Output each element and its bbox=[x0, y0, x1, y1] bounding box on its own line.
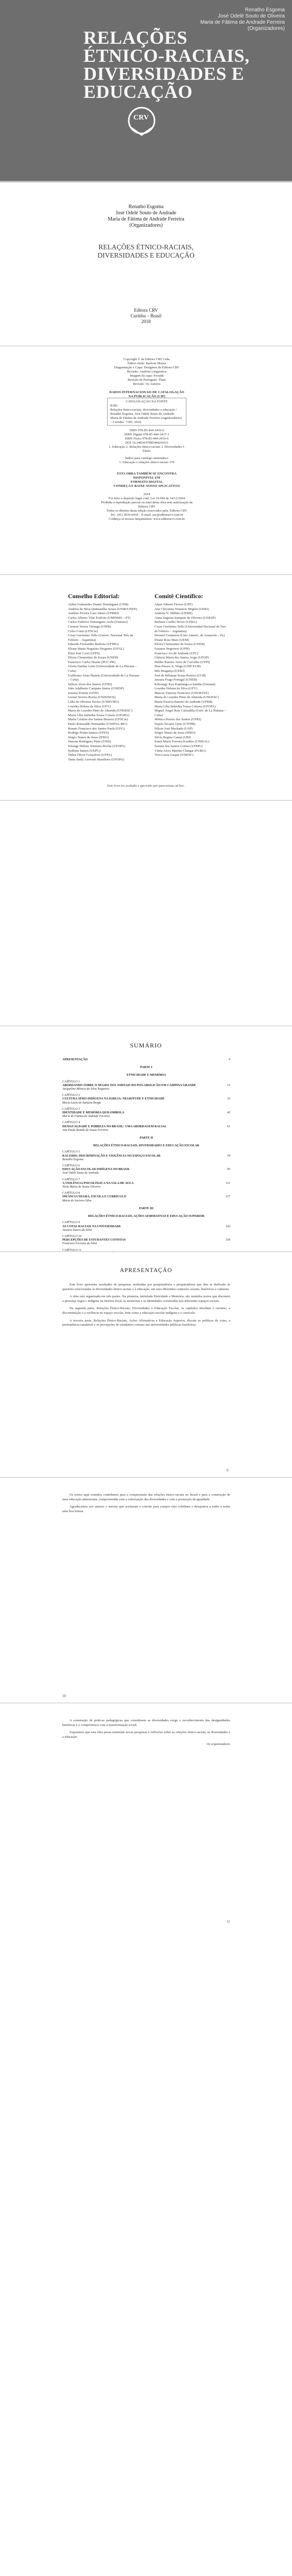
legal-line: Tel.: (41) 3039-6418 – E-mail: sac@editoracrv.com.br bbox=[110, 513, 183, 517]
catalog-heading: DADOS INTERNACIONAIS DE CATALOGAÇÃO NA PUBLICAÇÃO (CIP) bbox=[109, 391, 184, 398]
council-member: Sérgio Nunes de Jesus (IFRO) bbox=[68, 735, 109, 739]
council-member: Maria de Lourdes Pinto de Almeida (UNOESC) bbox=[68, 709, 132, 713]
signature: Os organizadores bbox=[207, 1742, 230, 1747]
half-title-page bbox=[0, 181, 292, 346]
council-member: Solange Helena Ximenes-Rocha (UFOPA) bbox=[68, 744, 126, 748]
presentation-title: APRESENTAÇÃO bbox=[119, 1267, 173, 1274]
isbn-line: ISBN 978-85-444-2416-6 bbox=[129, 429, 164, 432]
toc-chapter-label: CAPÍTULO 6 bbox=[62, 1164, 80, 1168]
presentation-text bbox=[62, 1719, 230, 1750]
council-member: Jussara Fraga Portugal (UNEB) bbox=[154, 678, 197, 682]
toc-author: Francisco Ferreira da Silva bbox=[62, 1242, 97, 1246]
copyright-credits bbox=[108, 358, 185, 386]
half-title-author: Maria de Fátima de Andrade Ferreira bbox=[108, 216, 184, 222]
toc-entry-title: RACISMO, DISCRIMINAÇÃO E VIOLÊNCIA NO ESPAÇO ESCOLAR bbox=[62, 1154, 161, 1158]
council-member: Silvia Regina Canan (URI) bbox=[154, 735, 191, 739]
toc-entry bbox=[62, 1168, 230, 1172]
page-divider bbox=[0, 181, 292, 182]
toc-author: Ana Paula Romão de Souza Ferreira bbox=[62, 1128, 108, 1132]
toc-list bbox=[62, 1058, 230, 1277]
toc-author: Jussara Soares da Silva bbox=[62, 1228, 92, 1232]
council-member: Elizeu Clementino de Souza (UNEB) bbox=[154, 642, 205, 647]
scientific-committee-list bbox=[154, 603, 227, 758]
toc-entry-page: 95 bbox=[227, 1168, 230, 1172]
isbn-line: ISBN Físico 978-85-444-2416-6 bbox=[125, 437, 169, 440]
cover-authors bbox=[200, 7, 285, 32]
toc-part: ETNICIDADE E MEMÓRIA bbox=[126, 1074, 166, 1077]
toc-entry-page: 159 bbox=[226, 1239, 230, 1242]
catalog-card-body bbox=[110, 400, 183, 425]
toc-part: RELAÇÕES ÉTNICO-RACIAIS, AÇÕES AFIRMATIVAS E EDUCAÇÃO SUPERIOR bbox=[88, 1215, 204, 1218]
toc-entry-page: 127 bbox=[226, 1195, 230, 1199]
council-member: Helder Buenos Aires de Carvalho (UFPI) bbox=[154, 660, 210, 664]
toc-entry-title: IDENTIDADE E MEMÓRIA QUILOMBOLA bbox=[62, 1111, 125, 1115]
publisher-year: 2018 bbox=[141, 319, 151, 324]
presentation-page-3 bbox=[0, 1703, 292, 2576]
cover-author: (Organizadores) bbox=[247, 26, 285, 31]
council-member: Míguel Ángel Ruiz Calzadilla (Univ. de La Habana – Cuba) bbox=[154, 709, 226, 717]
cover-page bbox=[0, 0, 292, 181]
council-member: Renato Francisco dos Santos Paula (UFG) bbox=[68, 726, 125, 731]
paragraph: Este livro apresenta resultados de pesquisas realizadas por pesquisadores e pesquisadoras que têm se dedicado às questões relacionadas às diversidades étnico-raciais e à educação, em seus diferentes contextos sociais, históricos e culturais. bbox=[62, 1283, 230, 1291]
digital-notice bbox=[108, 472, 185, 488]
legal-line: Todos os direitos desta edição reservados pela: Editora CRV bbox=[106, 509, 187, 513]
publisher-logo-text: CRV bbox=[133, 114, 149, 122]
presentation-page-2 bbox=[0, 1478, 292, 1703]
toc-author: Maria de Fátima de Andrade Ferreira bbox=[62, 1115, 110, 1118]
legal-line: Proibida a reprodução parcial ou total desta obra sem autorização da Editora CRV bbox=[101, 501, 193, 509]
toc-chapter-label: CAPÍTULO 3 bbox=[62, 1107, 80, 1111]
toc-chapter-label: CAPÍTULO 5 bbox=[62, 1150, 80, 1154]
toc-author: Maria do Socorro Silva bbox=[62, 1199, 92, 1202]
scientific-committee-heading: Comitê Científico: bbox=[154, 592, 203, 600]
subject-line: 1. Educação 2. Relações étnico-raciais 3. Diversidades I. Título. bbox=[109, 445, 185, 453]
legal-block bbox=[98, 493, 196, 521]
toc-entry-page: 45 bbox=[227, 1111, 230, 1115]
council-member: Francisco Ari de Andrade (UFC) bbox=[154, 651, 199, 655]
council-member: Maria de Lourdes Pinto de Almeida (UNOESC) bbox=[154, 696, 219, 700]
toc-entry-page: 111 bbox=[226, 1181, 230, 1185]
toc-entry bbox=[62, 1239, 230, 1242]
council-member: Maria Lília Imbiriba Sousa Colares (UFOPA) bbox=[154, 704, 216, 708]
cover-author: Maria de Fátima de Andrade Ferreira bbox=[200, 20, 285, 25]
toc-entry-title: CULTURA AFRO-INDÍGENA NA IGREJA: NEGRITUDE E ETNICIDADE bbox=[62, 1097, 165, 1101]
paragraph: Os textos aqui reunidos contribuem para a compreensão das relações étnico-raciais no Brasil e para a construção de uma educação antirracista, comprometida com a valorização das diversidades e com a promoção da igualdade. bbox=[62, 1493, 230, 1501]
toc-author: José Odelé Souto de Andrade bbox=[62, 1172, 99, 1175]
toc-entry-title: INFÂNCIA NEGRA, ESCOLA E CURRÍCULO bbox=[62, 1195, 127, 1199]
council-member: Maria Cristina dos Santos Bezerra (UFSCar) bbox=[68, 718, 128, 722]
council-member: Vânia Alves Martins Chaigar (FURG) bbox=[154, 749, 206, 753]
council-member: José de Ribamar Sousa Pereira (UCB) bbox=[154, 673, 206, 677]
half-title-line: RELAÇÕES ÉTNICO-RACIAIS, bbox=[98, 243, 194, 251]
toc-entry bbox=[62, 1111, 230, 1115]
presentation-page-1 bbox=[0, 1252, 292, 1478]
council-member: Tania Suely Azevedo Brasileiro (UFOPA) bbox=[68, 757, 125, 761]
toc-entry-title: ABORDANDO SOBRE O NEGRO NOS JORNAIS DO POS-ABOLICÃO EM CAMPINA GRANDE bbox=[62, 1083, 196, 1087]
toc-chapter-label: CAPÍTULO 8 bbox=[62, 1192, 80, 1195]
toc-chapter-label: CAPÍTULO 10 bbox=[62, 1234, 82, 1238]
council-member: Kilwangy Kya Kapitango-a-Samba (Unemat) bbox=[154, 682, 216, 686]
toc-part: PARTE II bbox=[140, 1137, 153, 1140]
council-member: Marcos Vinicius Francisco (UNOESTE) bbox=[154, 691, 209, 695]
toc-entry-title: AS COTAS RACIAIS NA UNIVERSIDADE bbox=[62, 1225, 121, 1228]
council-member: Diosnel Centurion (Univ Americ. de Asunción – Py) bbox=[154, 634, 225, 638]
council-member: Mônica Pereira dos Santos (UFRJ) bbox=[154, 718, 201, 722]
toc-author: Maria Lúcia de Santana Braga bbox=[62, 1101, 101, 1105]
notice-line: FORMATO DIGITAL bbox=[130, 480, 163, 484]
credit-line: Imagem da capa: Freepik bbox=[130, 374, 164, 378]
half-title-author: José Odelé Souto de Andrade bbox=[115, 210, 177, 216]
toc-entry-title: DESIGUALDADE E POBREZA NO BRASIL: UMA ABORDAGEM RACIAL bbox=[62, 1125, 167, 1128]
cover-title-line: RELAÇÕES bbox=[83, 27, 188, 48]
council-member: Sérgio Nunes de Jesus (IFRO) bbox=[154, 731, 195, 735]
peer-review-note: Este livro foi avaliado e aprovado por pareceristas ad hoc. bbox=[107, 784, 185, 788]
editorial-council-page bbox=[0, 575, 292, 801]
index-line: 1. Educação e relações étnico-raciais 370 bbox=[119, 461, 175, 464]
catalog-line: R382 bbox=[110, 404, 118, 408]
toc-chapter-label: CAPÍTULO 9 bbox=[62, 1221, 80, 1225]
cover-title-line: DIVERSIDADES E bbox=[83, 63, 245, 84]
council-member: Inês Bragança (UERJ) bbox=[154, 669, 185, 673]
copyright-page bbox=[0, 346, 292, 575]
toc-entry-page: 33 bbox=[227, 1097, 230, 1101]
half-title-authors bbox=[0, 204, 292, 229]
toc-entry bbox=[62, 1058, 230, 1062]
isbn-block bbox=[108, 429, 185, 453]
paragraph: A obra está organizada em três partes. Na primeira, intitulada Etnicidade e Memória, são reunidos textos que discutem a presença negra e indígena na história local, as memórias e as identidades construídas nos diferentes espaços sociais. bbox=[62, 1295, 230, 1303]
cover-author: Renatho Esgoma bbox=[245, 7, 285, 13]
council-member: Najela Tavares Ujiie (UTFPR) bbox=[154, 722, 196, 726]
toc-author: Jacqueline Mônica da Silva Nogueira bbox=[62, 1088, 109, 1091]
half-title-line: DIVERSIDADES E EDUCAÇÃO bbox=[97, 251, 195, 259]
toc-entry bbox=[62, 1225, 230, 1229]
toc-entry bbox=[62, 1182, 230, 1185]
editorial-council-heading: Conselho Editorial: bbox=[68, 592, 120, 600]
toc-entry-title: A VIOLÊNCIA PSICOLÓGICA NA SALA DE AULA bbox=[62, 1181, 134, 1185]
council-member: Antônio Pereira Gaio Júnior (UFRRJ) bbox=[68, 612, 119, 616]
credit-line: Diagramação e Capa: Designers da Editora CRV bbox=[114, 366, 180, 369]
half-title-heading bbox=[0, 243, 292, 260]
page-number: 9 bbox=[227, 1468, 229, 1472]
toc-entry-title: PERCEPÇÕES DE ESTUDANTES COTISTAS bbox=[62, 1239, 126, 1242]
notice-line: ESTA OBRA TAMBÉM SE ENCONTRA DISPONÍVEL EM bbox=[117, 472, 177, 480]
council-member: Lourdes Helena da Silva (UFV) bbox=[68, 704, 111, 708]
toc-entry-title: APRESENTAÇÃO bbox=[62, 1058, 88, 1061]
council-member: Ilma Passos A. Veiga (UNICEUB) bbox=[154, 665, 201, 669]
half-title-author: (Organizadores) bbox=[129, 223, 163, 228]
cover-author: José Odelé Souto de Oliveira bbox=[217, 13, 285, 19]
legal-line: 2018 bbox=[143, 493, 150, 496]
credit-line: Copyright © da Editora CRV Ltda. bbox=[123, 358, 170, 361]
table-of-contents-page bbox=[0, 1026, 292, 1252]
council-member: Lídia de Oliveira Xavier (UNIEURO) bbox=[68, 700, 119, 704]
council-member: Rodrigo Pratte-Santos (UFES) bbox=[68, 731, 109, 735]
cover-title-line: EDUCAÇÃO bbox=[83, 81, 193, 102]
cover-title bbox=[83, 29, 250, 101]
council-member: Nilson José Machado (USP) bbox=[154, 726, 193, 731]
toc-title: SUMÁRIO bbox=[130, 1042, 162, 1049]
council-member: Aldira Guimarães Duarte Domínguez (UNB) bbox=[68, 603, 129, 606]
credit-line: Editor-chefe: Railson Moura bbox=[127, 362, 166, 365]
paragraph: Esperamos que esta obra possa estimular novas pesquisas e reflexões sobre as relações étnico-raciais, as diversidades e a educação. bbox=[62, 1731, 230, 1739]
page-number: 11 bbox=[227, 1920, 230, 1924]
toc-part: RELAÇÕES ÉTNICO-RACIAIS, DIVERSIDADES E EDUCAÇÃO ESCOLAR bbox=[93, 1144, 200, 1148]
council-member: Tadeu Oliver Gonçalves (UFPA) bbox=[68, 753, 112, 757]
council-member: Maria Eurácia Barreto de Andrade (UFRB) bbox=[154, 700, 213, 704]
council-member: Vera Lucia Gaspar (UDESC) bbox=[154, 753, 194, 757]
toc-part: PARTE I bbox=[140, 1066, 152, 1070]
publisher-name: Editora CRV bbox=[134, 308, 158, 313]
toc-entry-page: 79 bbox=[227, 1154, 230, 1158]
council-member: Carlos Federico Dominguez Avila (Unieuro) bbox=[68, 620, 128, 624]
toc-chapter-label: CAPÍTULO 4 bbox=[62, 1121, 80, 1125]
council-member: Ana Chrystina Venancio Mignot (UERJ) bbox=[154, 607, 209, 611]
toc-entry bbox=[62, 1084, 230, 1088]
council-member: Sonia Maria Ferreira Koehler (UNISAL) bbox=[154, 740, 210, 744]
council-member: Francisco Carlos Duarte (PUC-PR) bbox=[68, 660, 115, 664]
council-member: Eliane Rose Maio (UEM) bbox=[154, 638, 189, 642]
council-member: Eduardo Fernandes Barbosa (UFMG) bbox=[68, 642, 119, 647]
toc-entry bbox=[62, 1125, 230, 1129]
credit-line: Revisão de Português: Thaís bbox=[127, 378, 166, 382]
council-member: Sydione Santos (UEPG) bbox=[68, 749, 101, 753]
catalog-line: Relações étnico-raciais, diversidades e educação / Renatho Esgoma, José Odelé Souto de Andrade, Maria de Fátima de Andrade Ferreira (organizadores) – Curitiba : CRV, 2018. bbox=[110, 408, 182, 424]
council-member: Andréia N. Militão (UEMS) bbox=[154, 612, 193, 616]
half-title-author: Renatho Esgoma bbox=[128, 204, 164, 210]
toc-entry-page: 61 bbox=[227, 1125, 230, 1128]
council-member: Paulo Romualdo Hernandes (UNIFAL-MG) bbox=[68, 722, 127, 726]
cover-title-line: ÉTNICO-RACIAIS, bbox=[83, 45, 250, 66]
paragraph: Agradecemos aos autores e autoras que aceitaram o convite para compor esta coletânea e desejamos a todos e todas uma boa leitura. bbox=[62, 1505, 230, 1513]
council-member: Leonel Severo Rocha (UNISINOS) bbox=[68, 696, 116, 700]
blank-page bbox=[0, 801, 292, 1026]
toc-entry bbox=[62, 1195, 230, 1199]
toc-chapter-label: CAPÍTULO 1 bbox=[62, 1080, 80, 1083]
isbn-line: DOI 10.24824/978854442416.6 bbox=[125, 441, 168, 445]
council-member: Elione Maria Nogueira Diogenes (UFAL) bbox=[68, 647, 124, 651]
toc-author: Nívia Maria de Souza Oliveira bbox=[62, 1185, 100, 1189]
council-member: Maria Lília Imbiriba Sousa Colares (UFOPA) bbox=[68, 713, 129, 717]
council-member: Jailson Alves dos Santos (UFRJ) bbox=[68, 682, 112, 686]
toc-part: PARTE III bbox=[139, 1207, 154, 1210]
council-member: Élsio José Corá (UFFS) bbox=[68, 651, 100, 655]
council-member: Elizeu Clementino de Souza (UNEB) bbox=[68, 656, 118, 660]
toc-entry-page: 143 bbox=[226, 1225, 230, 1228]
toc-author: Renatho Esgoma bbox=[62, 1158, 83, 1161]
presentation-text bbox=[62, 1283, 230, 1331]
council-member: Gláucia Maria dos Santos Jorge (UFOP) bbox=[154, 656, 209, 660]
catalog-sub: CATALOGAÇÃO NA FONTE bbox=[126, 400, 168, 403]
toc-chapter-label: CAPÍTULO 11 bbox=[62, 1248, 81, 1252]
council-member: João Adalberto Campato Junior (UNESP) bbox=[68, 687, 124, 691]
council-member: Guillermo Arias Beatón (Universidade de La Havana – Cuba) bbox=[68, 673, 140, 682]
council-member: Anna Augusta Sampaio de Oliveira (UNESP) bbox=[154, 616, 216, 620]
council-member: Cesar Gerónimo Tello (Univer. Nacional Três de Febrero – Argentina) bbox=[68, 634, 133, 642]
council-member: Barbara Coelho Neves (UFBA) bbox=[154, 620, 197, 624]
council-member: Fauston Negreiros (UFPI) bbox=[154, 647, 190, 651]
toc-chapter-label: CAPÍTULO 7 bbox=[62, 1178, 80, 1181]
editorial-council-list bbox=[68, 603, 140, 762]
toc-chapter-label: CAPÍTULO 2 bbox=[62, 1094, 80, 1097]
paragraph: A construção de práticas pedagógicas que considerem as diversidades exige o reconhecimento das desigualdades históricas e o compromisso com a transformação social. bbox=[62, 1719, 230, 1727]
index-line: Índice para catálogo sistemático bbox=[125, 456, 168, 460]
credit-line: Revisão: Os Autores bbox=[133, 382, 161, 386]
council-member: Altair Alberto Fávero (UPF) bbox=[154, 603, 193, 606]
paragraph: Na segunda parte, Relações Étnico-Raciais, Diversidades e Educação Escolar, os capítulos abordam o racismo, a discriminação e a violência no espaço escolar, bem como a educação escolar indígena e o currículo. bbox=[62, 1307, 230, 1315]
toc-entry-page: 9 bbox=[229, 1058, 230, 1061]
toc-entry bbox=[62, 1155, 230, 1158]
credit-line: Revisão: Analista Linguística bbox=[127, 370, 167, 374]
legal-line: Conheça os nossos lançamentos: www.editoracrv.com.br bbox=[109, 517, 185, 521]
council-member: Gloria Fariñas León (Universidade de La Havana – Cuba) bbox=[68, 665, 137, 673]
notice-line: CONHEÇA E BAIXE NOSSO APLICATIVO! bbox=[113, 484, 180, 488]
half-title-publisher bbox=[0, 308, 292, 325]
council-member: Carmen Tereza Velanga (UNIR) bbox=[68, 624, 111, 629]
legal-line: Foi feito o depósito legal conf. Lei 10.994 de 14/12/2004 bbox=[108, 497, 185, 500]
isbn-line: ISBN Digital 978-85-444-2417-3 bbox=[124, 433, 169, 436]
council-member: Carlos Alberto Vilar Estêvão (UMINHO – PT) bbox=[68, 616, 131, 620]
council-member: Lourdes Helena da Silva (UFV) bbox=[154, 687, 198, 691]
council-member: Simone Rodrigues Pinto (UNB) bbox=[68, 740, 111, 744]
catalog-index bbox=[108, 456, 185, 465]
paragraph: A terceira parte, Relações Étnico-Raciais, Ações Afirmativas e Educação Superior, discute as políticas de cotas, a permanência estudantil e as percepções de estudantes cotistas nas universidades públicas brasileiras. bbox=[62, 1318, 230, 1327]
council-member: Cesar Gerónimo Tello (Universidad Nacional de Tres de Febrero – Argentina) bbox=[154, 624, 226, 633]
council-member: Celso Conti (UFSCar) bbox=[68, 629, 98, 633]
council-member: Andréia da Silva Quintanilha Sousa (UNIR/UFRN) bbox=[68, 607, 138, 611]
council-member: Josania Portela (UFPI) bbox=[68, 691, 99, 695]
council-member: Suzana dos Santos Gomes (UFMG) bbox=[154, 744, 203, 748]
page-number: 10 bbox=[62, 1694, 66, 1698]
presentation-text bbox=[62, 1493, 230, 1517]
toc-entry-title: EDUCAÇÃO ESCOLAR INDÍGENA NO BRASIL bbox=[62, 1168, 130, 1172]
publisher-city: Curitiba – Brasil bbox=[130, 313, 162, 318]
toc-entry-page: 13 bbox=[227, 1083, 230, 1087]
toc-entry bbox=[62, 1097, 230, 1101]
